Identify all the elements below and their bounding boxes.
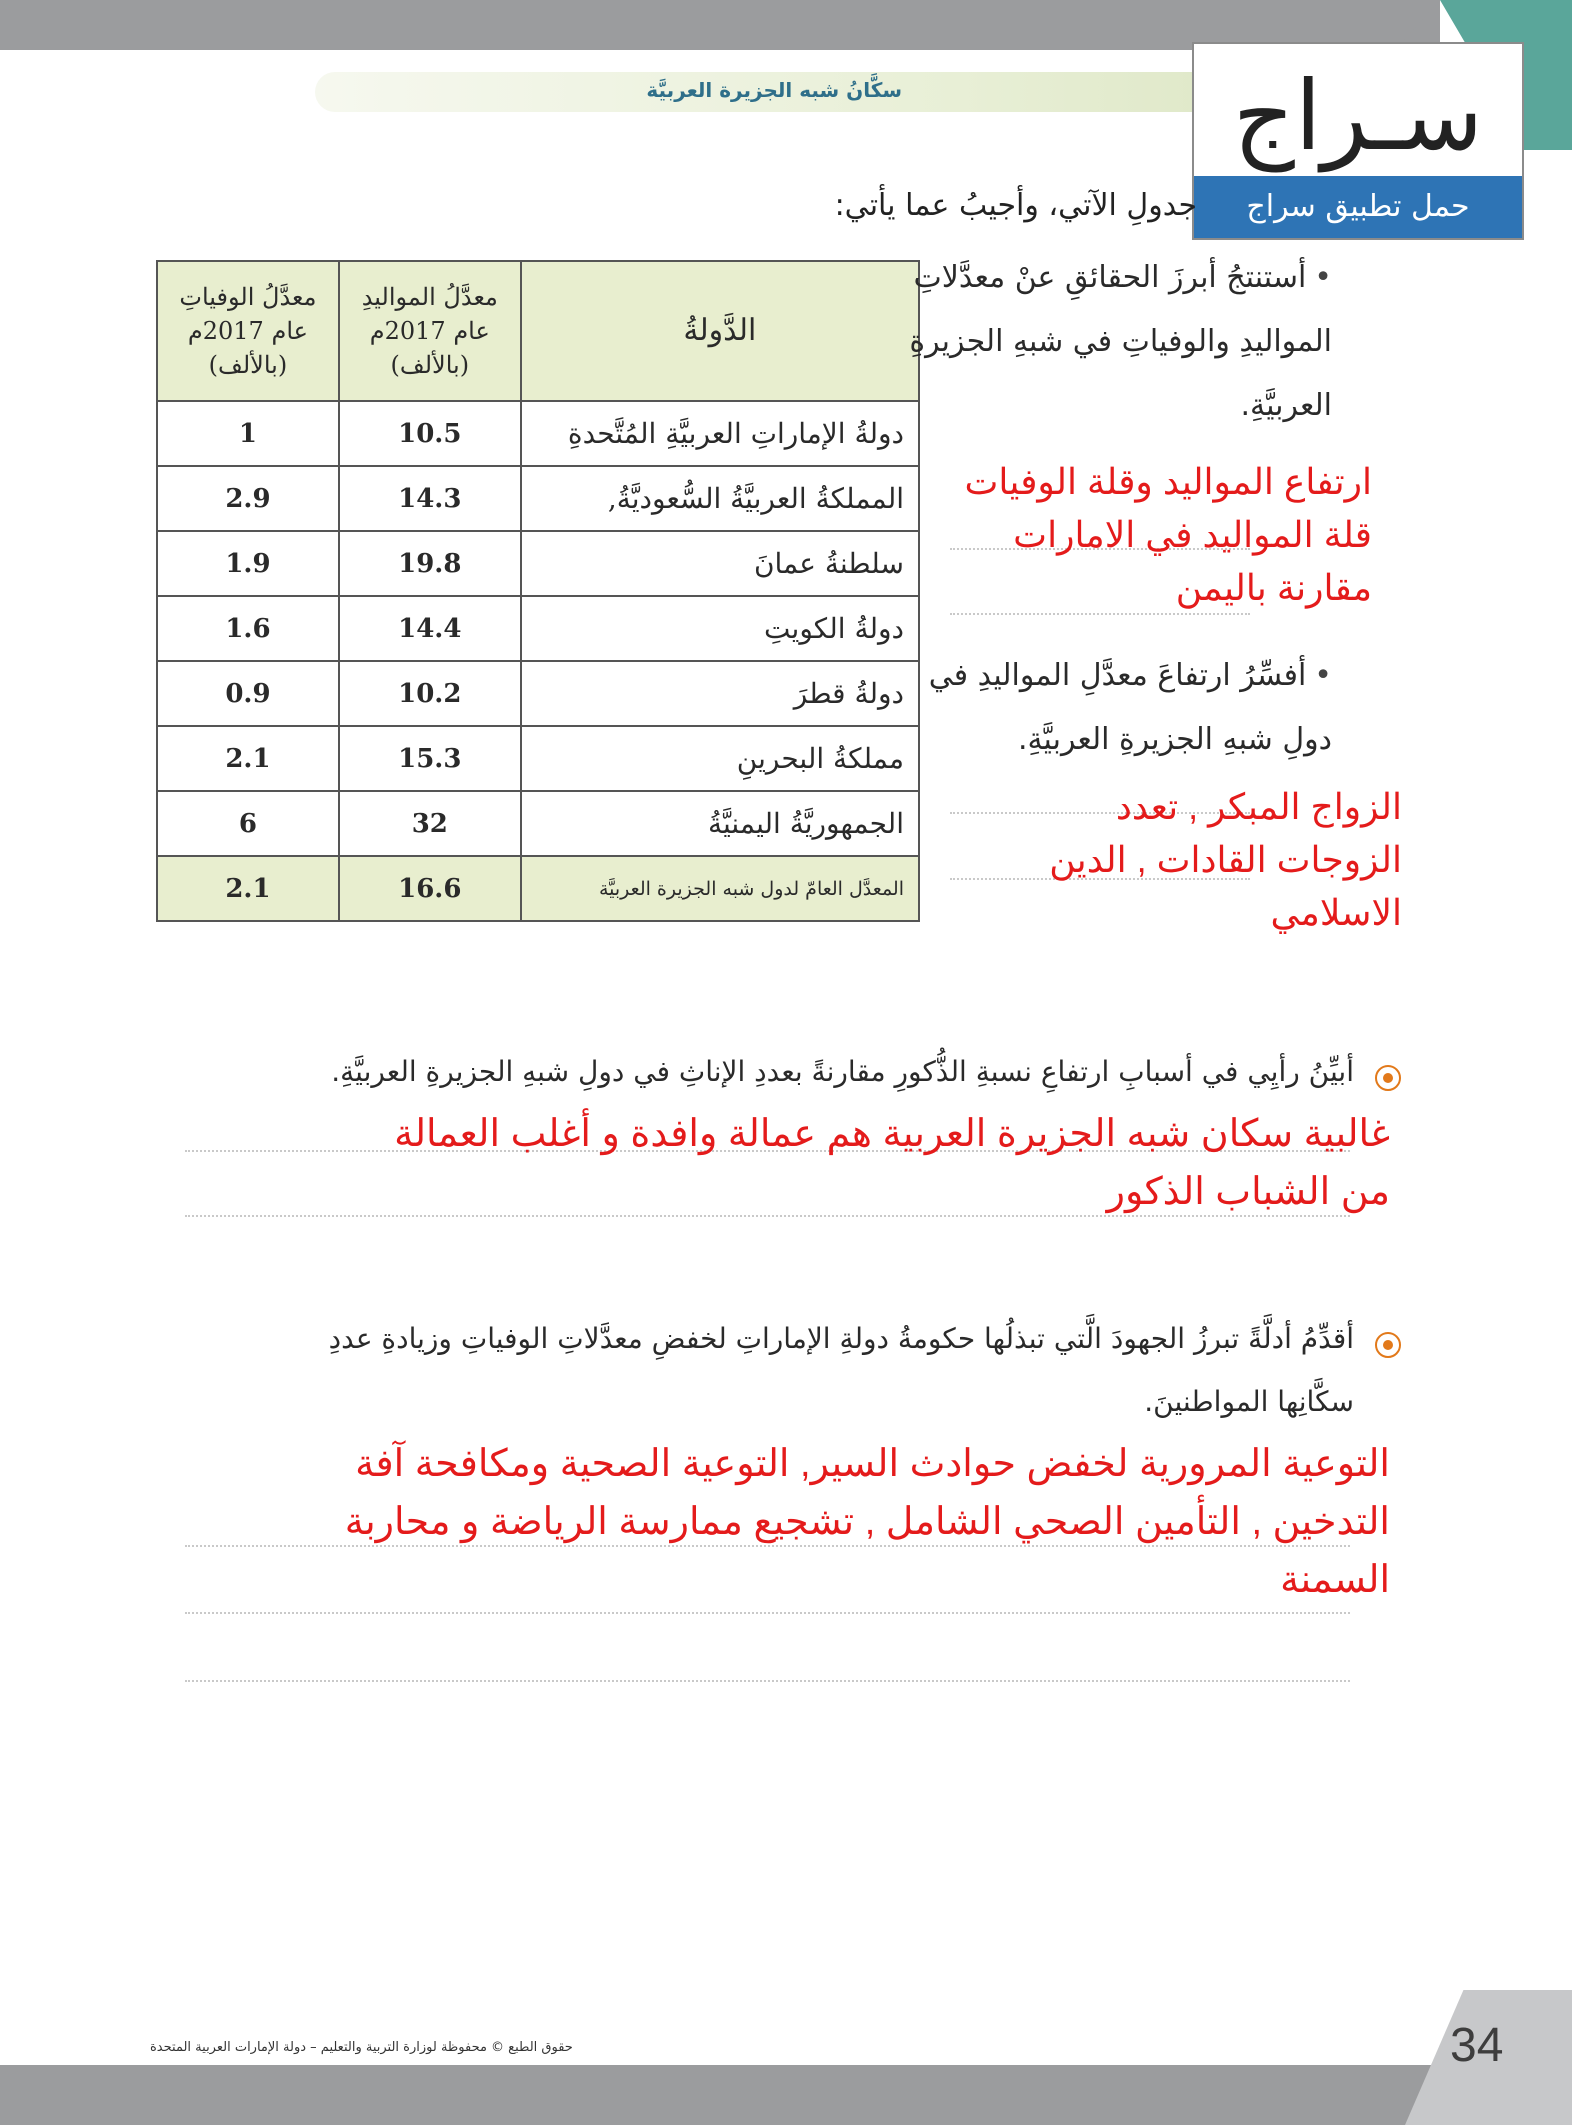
- cell-deaths: 1: [157, 401, 339, 466]
- page-number: 34: [1450, 2019, 1504, 2072]
- cell-country: دولةُ قطرَ: [521, 661, 919, 726]
- siraj-logo-band: حمل تطبيق سراج: [1194, 176, 1522, 238]
- handwritten-answer-4: التوعية المرورية لخفض حوادث السير, التوعية الصحية ومكافحة آفة التدخين , التأمين الصحي الشامل , تشجيع ممارسة الرياضة و محاربة السمنة: [344, 1443, 1390, 1601]
- activity-2-prompt: أقدِّمُ أدلَّةً تبرزُ الجهودَ الَّتي تبذلُها حكومةُ دولةِ الإماراتِ لخفضِ معدَّلاتِ الوفياتِ وزيادةِ عددِ: [328, 1322, 1354, 1355]
- cell-country: مملكةُ البحرينِ: [521, 726, 919, 791]
- table-row-average: [157, 856, 919, 921]
- copyright-notice: حقوق الطبع © محفوظة لوزارة التربية والتعليم – دولة الإمارات العربية المتحدة: [150, 2040, 573, 2055]
- cell-deaths: 0.9: [157, 661, 339, 726]
- bullet-icon: •: [1314, 658, 1332, 693]
- header-country: الدَّولةُ: [521, 261, 919, 401]
- intro-instruction: جدولِ الآتي، وأجيبُ عما يأتي:: [834, 188, 1197, 223]
- table-row: [157, 726, 919, 791]
- activity-icon: [1375, 1332, 1401, 1358]
- cell-deaths: 2.1: [157, 726, 339, 791]
- question-1: •أستنتجُ أبرزَ الحقائقِ عنْ معدَّلاتِ المواليدِ والوفياتِ في شبهِ الجزيرةِ العربيَّةِ.: [909, 260, 1332, 423]
- cell-births: 10.5: [339, 401, 521, 466]
- activity-2-prompt-continued: سكَّانِها المواطنينَ.: [1144, 1385, 1354, 1418]
- cell-births: 14.4: [339, 596, 521, 661]
- cell-deaths: 2.9: [157, 466, 339, 531]
- cell-births: 16.6: [339, 856, 521, 921]
- cell-country: المعدَّل العامّ لدول شبه الجزيرة العربيَّة: [521, 856, 919, 921]
- cell-deaths: 2.1: [157, 856, 339, 921]
- header-births: معدَّلُ المواليدِ عام 2017م (بالألف): [339, 261, 521, 401]
- table-row: [157, 596, 919, 661]
- cell-births: 10.2: [339, 661, 521, 726]
- table-row: [157, 401, 919, 466]
- cell-births: 14.3: [339, 466, 521, 531]
- cell-country: سلطنةُ عمانَ: [521, 531, 919, 596]
- table-row: [157, 791, 919, 856]
- footer-bar: [0, 2065, 1572, 2125]
- siraj-logo-word: سـراج: [1232, 60, 1484, 172]
- cell-births: 19.8: [339, 531, 521, 596]
- activity-1-prompt: أبيِّنُ رأيِي في أسبابِ ارتفاعِ نسبةِ الذُّكورِ مقارنةً بعددِ الإناثِ في دولِ شبهِ الجزيرةِ العربيَّةِ.: [331, 1055, 1354, 1088]
- cell-deaths: 1.6: [157, 596, 339, 661]
- cell-deaths: 6: [157, 791, 339, 856]
- cell-births: 32: [339, 791, 521, 856]
- table-row: [157, 661, 919, 726]
- page-title: سكَّانُ شبه الجزيرة العربيَّة: [646, 78, 902, 102]
- siraj-logo[interactable]: [1192, 42, 1524, 240]
- bullet-icon: •: [1314, 260, 1332, 295]
- table-row: [157, 531, 919, 596]
- answer-line: [185, 1612, 1350, 1614]
- handwritten-answer-1: ارتفاع المواليد وقلة الوفيات قلة المواليد في الامارات مقارنة باليمن: [964, 461, 1372, 608]
- cell-country: الجمهوريَّةُ اليمنيَّةُ: [521, 791, 919, 856]
- birth-death-rates-table: [156, 260, 920, 922]
- cell-country: دولةُ الإماراتِ العربيَّةِ المُتَّحدةِ: [521, 401, 919, 466]
- cell-country: دولةُ الكويتِ: [521, 596, 919, 661]
- cell-births: 15.3: [339, 726, 521, 791]
- cell-deaths: 1.9: [157, 531, 339, 596]
- answer-line: [185, 1680, 1350, 1682]
- cell-country: المملكةُ العربيَّةُ السُّعوديَّةُ,: [521, 466, 919, 531]
- activity-icon: [1375, 1065, 1401, 1091]
- handwritten-answer-3: غالبية سكان شبه الجزيرة العربية هم عمالة وافدة و أغلب العمالة من الشباب الذكور: [394, 1113, 1390, 1213]
- table-row: [157, 466, 919, 531]
- handwritten-answer-2: الزواج المبكر , تعدد الزوجات القادات , الدين الاسلامي: [1049, 786, 1402, 933]
- header-deaths: معدَّلُ الوفياتِ عام 2017م (بالألف): [157, 261, 339, 401]
- question-2: •أفسِّرُ ارتفاعَ معدَّلِ المواليدِ في دولِ شبهِ الجزيرةِ العربيَّةِ.: [928, 658, 1332, 757]
